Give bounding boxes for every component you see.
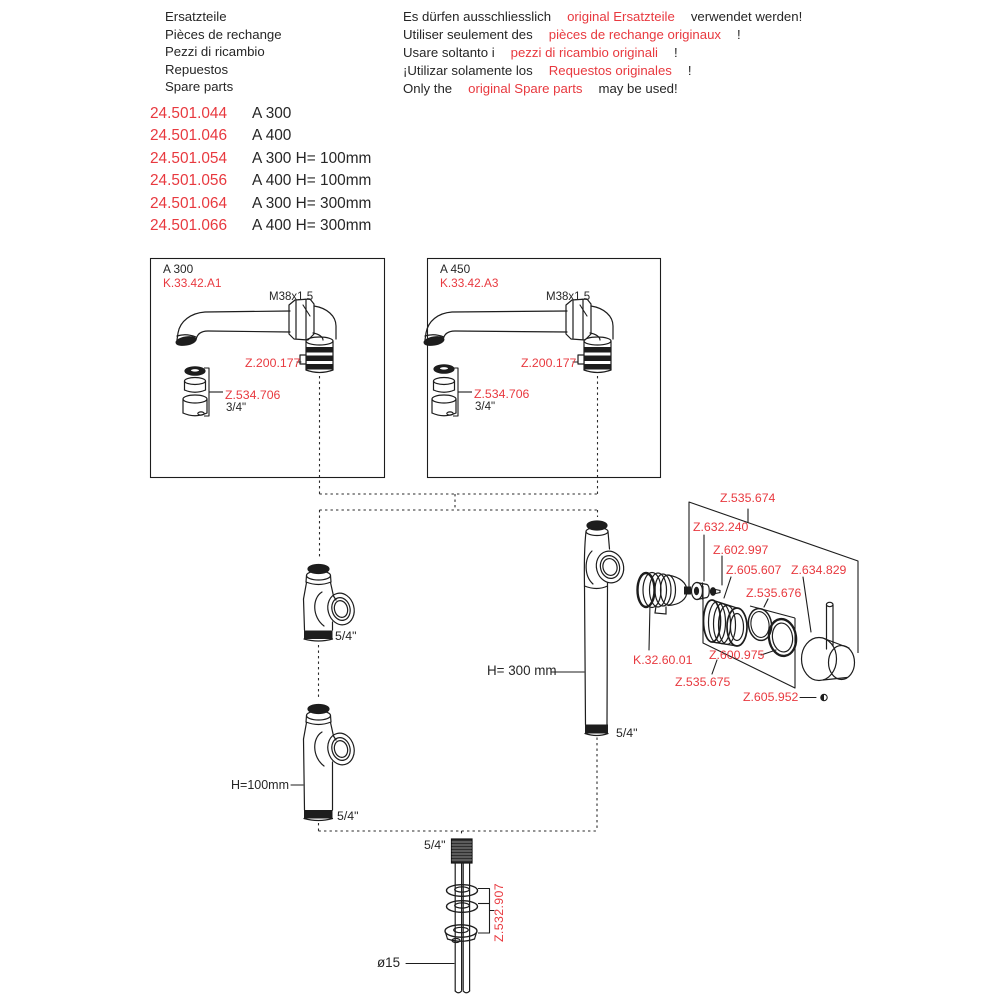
notice-line-es: [403, 62, 802, 80]
label-aerator-a300: Z.200.177: [245, 356, 301, 370]
part-row: [150, 215, 371, 237]
notice-post: verwendet werden!: [690, 9, 803, 24]
language-list: [165, 8, 282, 96]
part-code: 24.501.044: [150, 105, 228, 122]
part-row: [150, 103, 371, 125]
label-group-inner: Z.535.675: [675, 675, 731, 689]
notice-pre: Es dürfen ausschliesslich: [403, 9, 552, 24]
label-adapter-size-a300: 3/4": [226, 402, 247, 414]
part-desc: A 400: [252, 127, 292, 145]
lang-it: Pezzi di ricambio: [165, 44, 265, 60]
part-code: 24.501.046: [150, 127, 228, 145]
part-code: 24.501.056: [150, 172, 228, 190]
part-desc: A 300 H= 300mm: [252, 194, 372, 212]
part-code: 24.501.064: [150, 194, 228, 212]
part-code: 24.501.054: [150, 149, 228, 167]
original-parts-notice: [403, 8, 802, 98]
cartridge-drawing: [638, 573, 692, 615]
part-desc: A 300 H= 100mm: [252, 149, 372, 167]
handle-drawing: [802, 602, 855, 680]
label-screw: Z.602.997: [713, 543, 769, 557]
notice-pre: Usare soltanto i: [403, 45, 495, 60]
notice-highlight: Requestos originales: [548, 63, 672, 78]
label-oring: Z.600.975: [709, 648, 765, 662]
label-thread-a300: M38x1.5: [269, 291, 314, 303]
label-adapter-size-a450: 3/4": [475, 401, 496, 413]
part-desc: A 400 H= 300mm: [252, 217, 372, 235]
lang-fr: Pièces de rechange: [165, 26, 282, 42]
part-code: 24.501.066: [150, 217, 228, 235]
part-row: [150, 148, 371, 170]
notice-line-fr: [403, 26, 802, 44]
notice-highlight: original Ersatzteile: [567, 9, 675, 24]
notice-line-it: [403, 44, 802, 62]
screw-drawing: [710, 588, 720, 596]
leader-lines: [291, 305, 816, 964]
notice-post: may be used!: [598, 81, 678, 96]
label-pipe-diameter: ø15: [377, 955, 401, 970]
notice-post: !: [673, 45, 678, 60]
notice-post: !: [687, 63, 692, 78]
dashed-connection-lines: [319, 376, 598, 837]
notice-pre: Utiliser seulement des: [403, 27, 533, 42]
label-aerator-a450: Z.200.177: [521, 356, 577, 370]
label-adapter-a300: Z.534.706: [225, 388, 281, 402]
label-washer-set: Z.532.907: [492, 883, 506, 942]
label-thread-a450: M38x1.5: [546, 291, 591, 303]
label-riser-h300-size: 5/4": [616, 726, 638, 740]
notice-highlight: pièces de rechange originaux: [548, 27, 722, 42]
notice-highlight: pezzi di ricambio originali: [510, 45, 658, 60]
label-riser-h100: H=100mm: [231, 778, 290, 792]
lang-es: Repuestos: [165, 61, 229, 77]
label-adapter-a450: Z.534.706: [474, 387, 530, 401]
part-number-list: [150, 103, 371, 237]
riser-h100-drawing: [304, 705, 358, 821]
notice-pre: ¡Utilizar solamente los: [403, 63, 533, 78]
part-row: [150, 193, 371, 215]
label-ball: Z.605.952: [743, 690, 799, 704]
lang-de: Ersatzteile: [165, 9, 227, 24]
label-handle: Z.634.829: [791, 563, 847, 577]
notice-line-en: [403, 80, 802, 98]
riser-h300-drawing: [584, 521, 627, 736]
part-desc: A 300: [252, 105, 292, 122]
notice-highlight: original Spare parts: [468, 81, 583, 96]
notice-pre: Only the: [403, 81, 453, 96]
notice-post: !: [737, 27, 741, 42]
notice-line-de: [403, 8, 802, 26]
sleeve-drawing: [704, 600, 748, 646]
lang-en: Spare parts: [165, 79, 234, 95]
box-a300-kit-number: K.33.42.A1: [163, 276, 222, 290]
label-sleeve: Z.605.607: [726, 563, 782, 577]
part-row: [150, 170, 371, 192]
box-a450-title: A 450: [440, 262, 471, 276]
label-orings-group: Z.535.676: [746, 586, 802, 600]
label-group-outer: Z.535.674: [720, 491, 776, 505]
nut-drawing: [692, 583, 710, 600]
part-row: [150, 125, 371, 147]
label-base-thread: 5/4": [424, 838, 446, 852]
label-riser-short-size: 5/4": [335, 629, 357, 643]
label-cartridge: K.32.60.01: [633, 653, 693, 667]
ball-drawing: [821, 694, 827, 700]
label-riser-h300: H= 300 mm: [487, 663, 557, 678]
part-desc: A 400 H= 100mm: [252, 172, 372, 190]
label-nut: Z.632.240: [693, 520, 749, 534]
base-pipe-drawing: [445, 839, 478, 993]
box-a450-kit-number: K.33.42.A3: [440, 276, 499, 290]
label-riser-h100-size: 5/4": [337, 809, 359, 823]
box-a300-title: A 300: [163, 262, 194, 276]
